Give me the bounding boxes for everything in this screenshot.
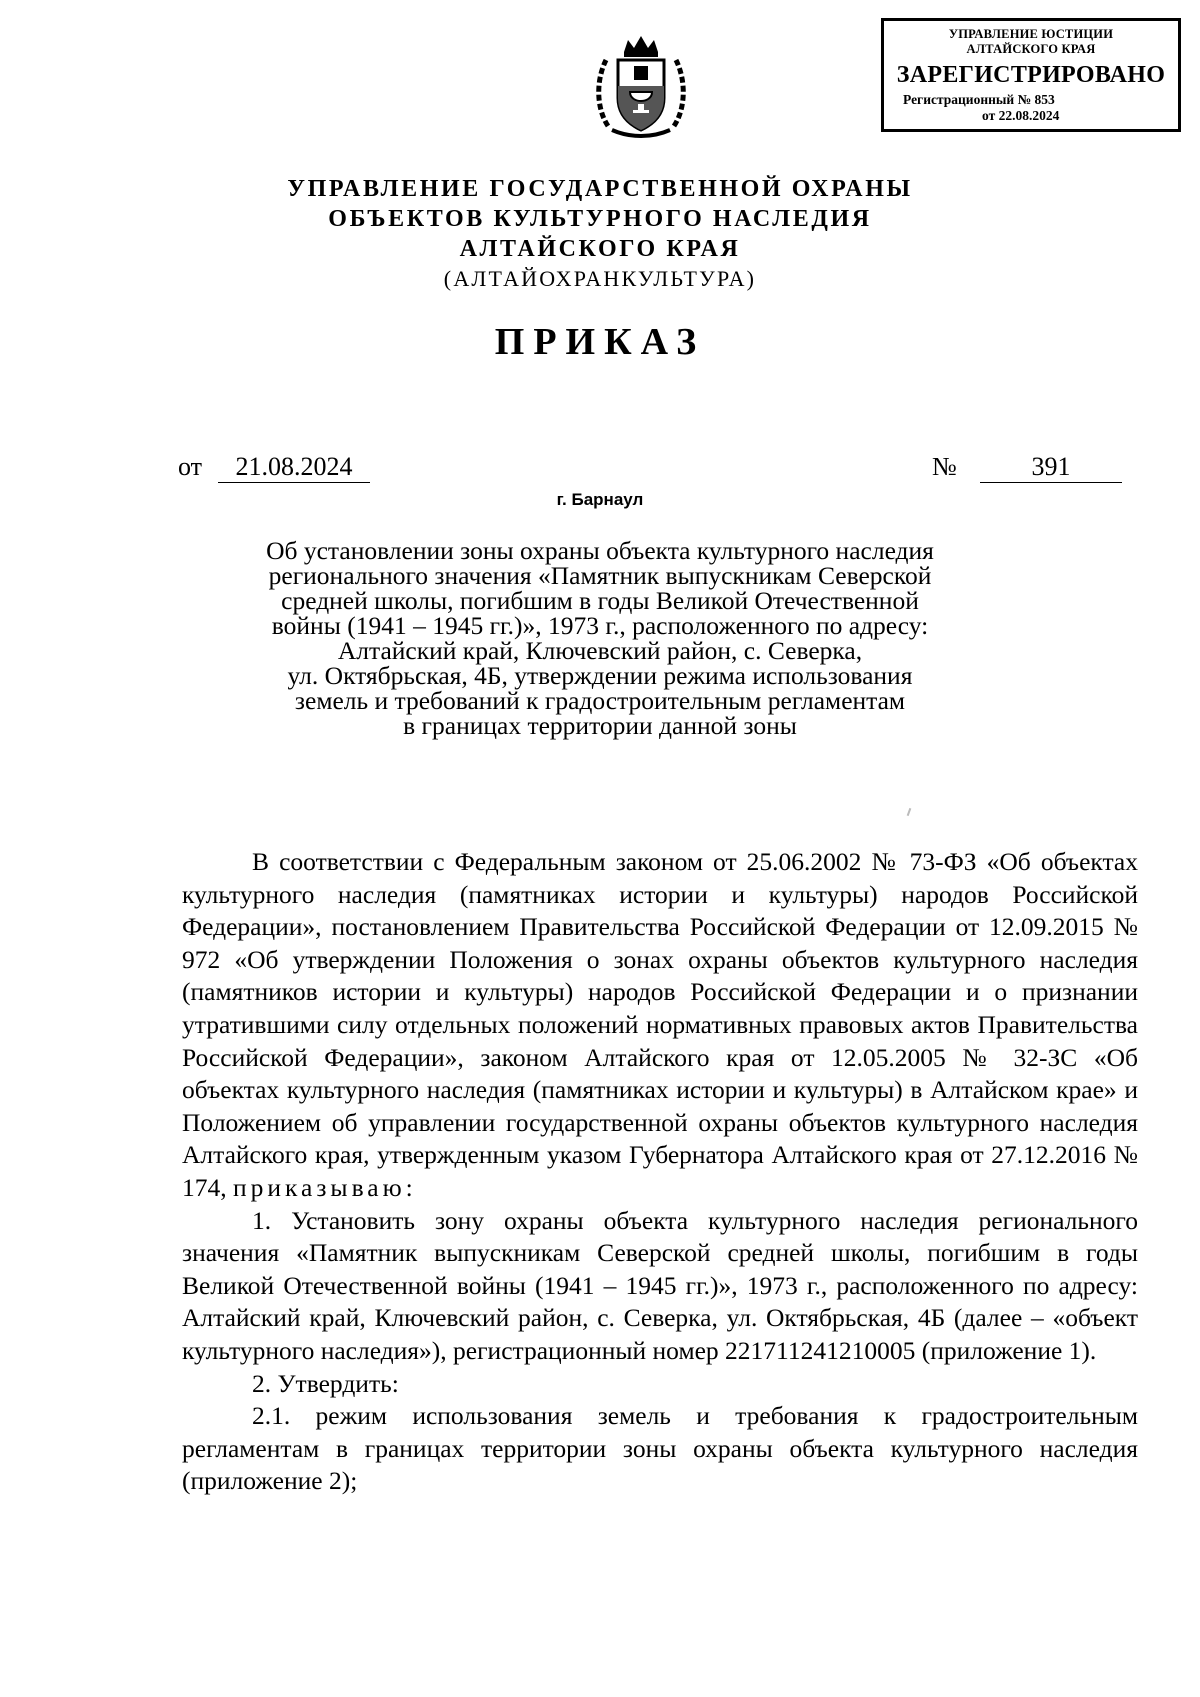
- stamp-org-line: АЛТАЙСКОГО КРАЯ: [966, 42, 1096, 56]
- subject-line: Алтайский край, Ключевский район, с. Северка,: [337, 636, 863, 665]
- order-word: приказываю:: [233, 1172, 417, 1202]
- subject-line: регионального значения «Памятник выпускникам Северской: [268, 561, 932, 590]
- subject-line: в границах территории данной зоны: [403, 711, 797, 740]
- stamp-registration-date: от 22.08.2024: [982, 108, 1060, 123]
- date-label: от: [178, 452, 203, 481]
- document-number: 391: [980, 452, 1122, 483]
- item-2: 2. Утвердить:: [252, 1368, 399, 1398]
- scan-mark: [907, 808, 912, 816]
- agency-header: [0, 174, 1200, 294]
- stamp-organization: [884, 27, 1178, 57]
- subject-line: войны (1941 – 1945 гг.)», 1973 г., расположенного по адресу:: [271, 611, 929, 640]
- subject-line: Об установлении зоны охраны объекта культурного наследия: [266, 536, 934, 565]
- item-2-1: 2.1. режим использования земель и требования к градостроительным регламентам в границах территории зоны охраны объекта культурного наследия (приложение 2);: [182, 1401, 1138, 1496]
- number-label: №: [932, 452, 957, 481]
- subject-line: средней школы, погибшим в годы Великой Отечественной: [281, 586, 919, 615]
- document-body: [182, 846, 1138, 1498]
- stamp-title: ЗАРЕГИСТРИРОВАНО: [896, 62, 1166, 88]
- document-date: 21.08.2024: [218, 452, 370, 483]
- preamble-paragraph: [182, 846, 1138, 1205]
- agency-abbreviation: (АЛТАЙОХРАНКУЛЬТУРА): [443, 266, 757, 291]
- document-subject: [230, 538, 970, 738]
- stamp-org-line: УПРАВЛЕНИЕ ЮСТИЦИИ: [948, 27, 1114, 41]
- subject-line: земель и требований к градостроительным регламентам: [294, 686, 906, 715]
- registration-stamp: [881, 18, 1181, 132]
- preamble-text: В соответствии с Федеральным законом от 25.06.2002 № 73-ФЗ «Об объектах культурного наследия (памятниках истории и культуры) народов Российской Федерации», постановлением Правительства Российской Федерации от 12.09.2015 № 972 «Об утверждении Положения о зонах охраны объектов культурного наследия (памятников истории и культуры) народов Российской Федерации и о признании утратившими силу отдельных положений нормативных правовых актов Правительства Российской Федерации», законом Алтайского края от 12.05.2005 № 32-ЗС «Об объектах культурного наследия (памятниках истории и культуры) в Алтайском крае» и Положением об управлении государственной охраны объектов культурного наследия Алтайского края, утвержденным указом Губернатора Алтайского края от 27.12.2016 № 174,: [182, 847, 1138, 1202]
- item-1: 1. Установить зону охраны объекта культурного наследия регионального значения «Памятник выпускникам Северской средней школы, погибшим в годы Великой Отечественной войны (1941 – 1945 гг.)», 1973 г., расположенного по адресу: Алтайский край, Ключевский район, с. Северка, ул. Октябрьская, 4Б (далее – «объект культурного наследия»), регистрационный номер 221711241210005 (приложение 1).: [182, 1205, 1138, 1365]
- altai-krai-coat-of-arms-icon: [594, 30, 688, 142]
- document-type-title: ПРИКАЗ: [494, 321, 706, 363]
- agency-line: УПРАВЛЕНИЕ ГОСУДАРСТВЕННОЙ ОХРАНЫ: [287, 176, 913, 202]
- subject-line: ул. Октябрьская, 4Б, утверждении режима использования: [287, 661, 913, 690]
- city: г. Барнаул: [556, 490, 644, 509]
- agency-line: ОБЪЕКТОВ КУЛЬТУРНОГО НАСЛЕДИЯ: [328, 206, 872, 232]
- stamp-registration-number: Регистрационный № 853: [903, 92, 1055, 107]
- agency-line: АЛТАЙСКОГО КРАЯ: [459, 236, 741, 262]
